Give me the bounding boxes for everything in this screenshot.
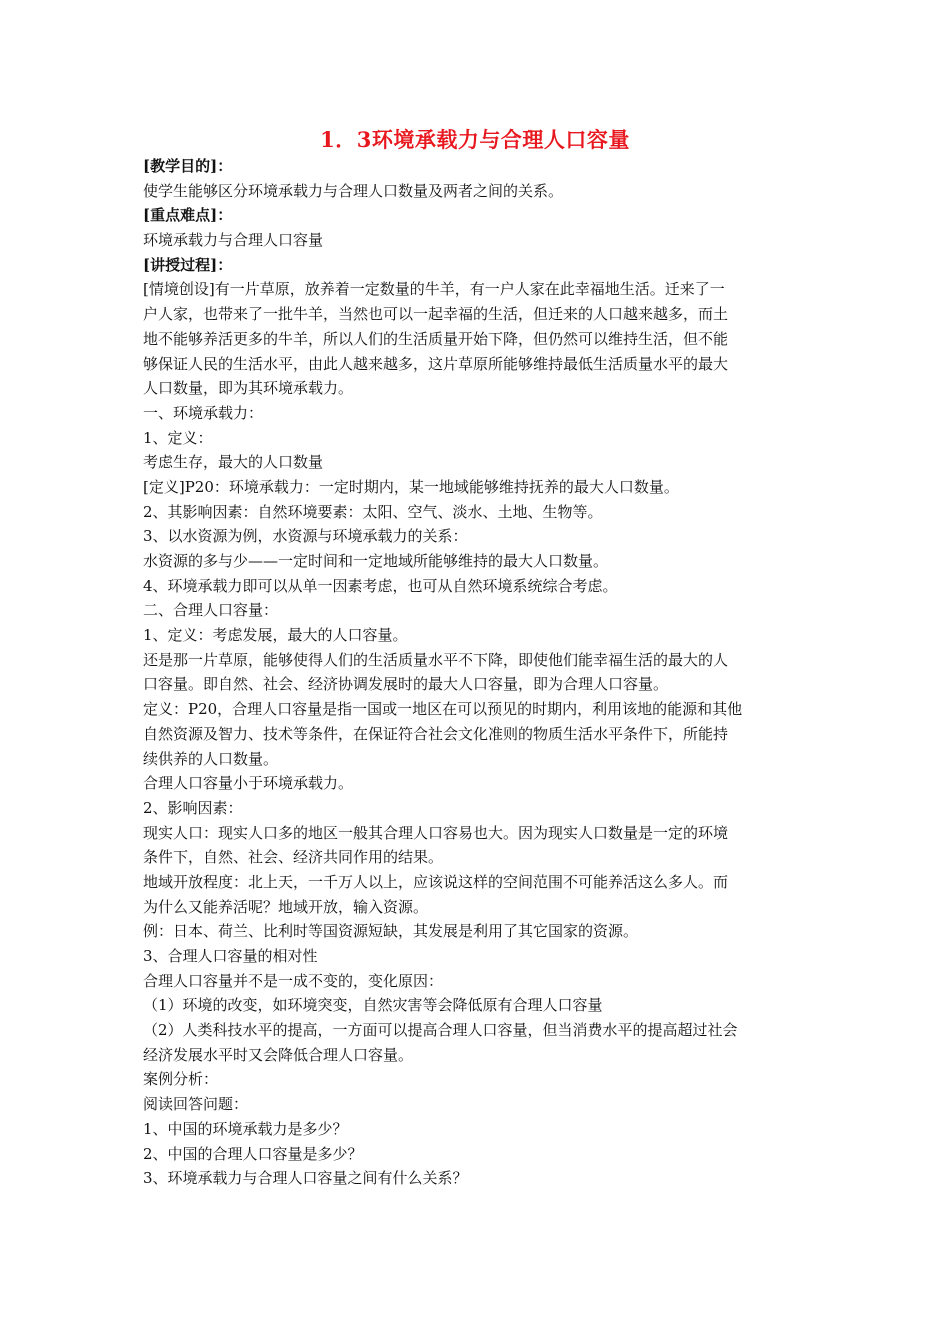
text-line: 考虑生存，最大的人口数量 — [143, 453, 324, 472]
text-line: 地域开放程度：北上天，一千万人以上，应该说这样的空间范围不可能养活这么多人。而 — [143, 872, 729, 891]
text-line: 还是那一片草原，能够使得人们的生活质量水平不下降，即使他们能幸福生活的最大的人 — [143, 650, 729, 669]
text-line: 经济发展水平时又会降低合理人口容量。 — [143, 1045, 414, 1064]
objective-heading: [教学目的]： — [143, 157, 233, 175]
process-heading: [讲授过程]： — [143, 255, 233, 274]
text-line: 4、环境承载力即可以从单一因素考虑，也可从自然环境系统综合考虑。 — [143, 576, 618, 595]
text-line: 人口数量，即为其环境承载力。 — [143, 379, 354, 398]
text-line: 自然资源及智力、技术等条件，在保证符合社会文化准则的物质生活水平条件下，所能持 — [143, 724, 729, 743]
keypoint-heading: [重点难点]： — [143, 206, 233, 225]
question-item: 2、中国的合理人口容量是多少？ — [143, 1144, 363, 1163]
text-line: 合理人口容量并不是一成不变的，变化原因： — [143, 971, 444, 990]
text-line: 地不能够养活更多的牛羊，所以人们的生活质量开始下降，但仍然可以维持生活，但不能 — [143, 329, 729, 348]
text-line: （2）人类科技水平的提高，一方面可以提高合理人口容量，但当消费水平的提高超过社会 — [143, 1021, 738, 1040]
section-heading: 二、合理人口容量： — [143, 601, 279, 620]
text-line: 够保证人民的生活水平，由此人越来越多，这片草原所能够维持最低生活质量水平的最大 — [143, 354, 729, 373]
text-line: 阅读回答问题： — [143, 1095, 249, 1114]
question-item: 3、环境承载力与合理人口容量之间有什么关系？ — [143, 1169, 468, 1188]
text-line: [情境创设]有一片草原，放养着一定数量的牛羊，有一户人家在此幸福地生活。迁来了一 — [143, 280, 725, 299]
text-line: 1、定义：考虑发展，最大的人口容量。 — [143, 626, 408, 645]
document-body — [143, 154, 823, 1191]
text-line: 2、影响因素： — [143, 798, 243, 817]
text-line: （1）环境的改变，如环境突变，自然灾害等会降低原有合理人口容量 — [143, 996, 603, 1015]
text-line: [定义]P20：环境承载力：一定时期内，某一地域能够维持抚养的最大人口数量。 — [143, 477, 679, 496]
text-line: 合理人口容量小于环境承载力。 — [143, 774, 354, 793]
text-line: 户人家，也带来了一批牛羊，当然也可以一起幸福的生活，但迁来的人口越来越多，而土 — [143, 305, 729, 324]
text-line: 1、定义： — [143, 428, 213, 447]
objective-text: 使学生能够区分环境承载力与合理人口数量及两者之间的关系。 — [143, 181, 564, 200]
text-line: 3、以水资源为例，水资源与环境承载力的关系： — [143, 527, 468, 546]
text-line: 2、其影响因素：自然环境要素：太阳、空气、淡水、土地、生物等。 — [143, 502, 603, 521]
text-line: 例：日本、荷兰、比利时等国资源短缺，其发展是利用了其它国家的资源。 — [143, 922, 639, 941]
text-line: 续供养的人口数量。 — [143, 749, 279, 768]
keypoint-text: 环境承载力与合理人口容量 — [143, 231, 324, 250]
text-line: 3、合理人口容量的相对性 — [143, 947, 318, 965]
text-line: 口容量。即自然、社会、经济协调发展时的最大人口容量，即为合理人口容量。 — [143, 675, 669, 694]
section-heading: 一、环境承载力： — [143, 403, 264, 422]
text-line: 为什么又能养活呢？地域开放，输入资源。 — [143, 897, 429, 916]
text-line: 定义：P20，合理人口容量是指一国或一地区在可以预见的时期内，利用该地的能源和其他 — [143, 700, 743, 719]
text-line: 现实人口：现实人口多的地区一般其合理人口容易也大。因为现实人口数量是一定的环境 — [143, 823, 729, 842]
text-line: 水资源的多与少——一定时间和一定地域所能够维持的最大人口数量。 — [143, 552, 609, 570]
text-line: 条件下，自然、社会、经济共同作用的结果。 — [143, 848, 444, 867]
page-title: 1．3环境承载力与合理人口容量 — [320, 127, 630, 152]
text-line: 案例分析： — [143, 1070, 219, 1089]
question-item: 1、中国的环境承载力是多少？ — [143, 1119, 348, 1138]
